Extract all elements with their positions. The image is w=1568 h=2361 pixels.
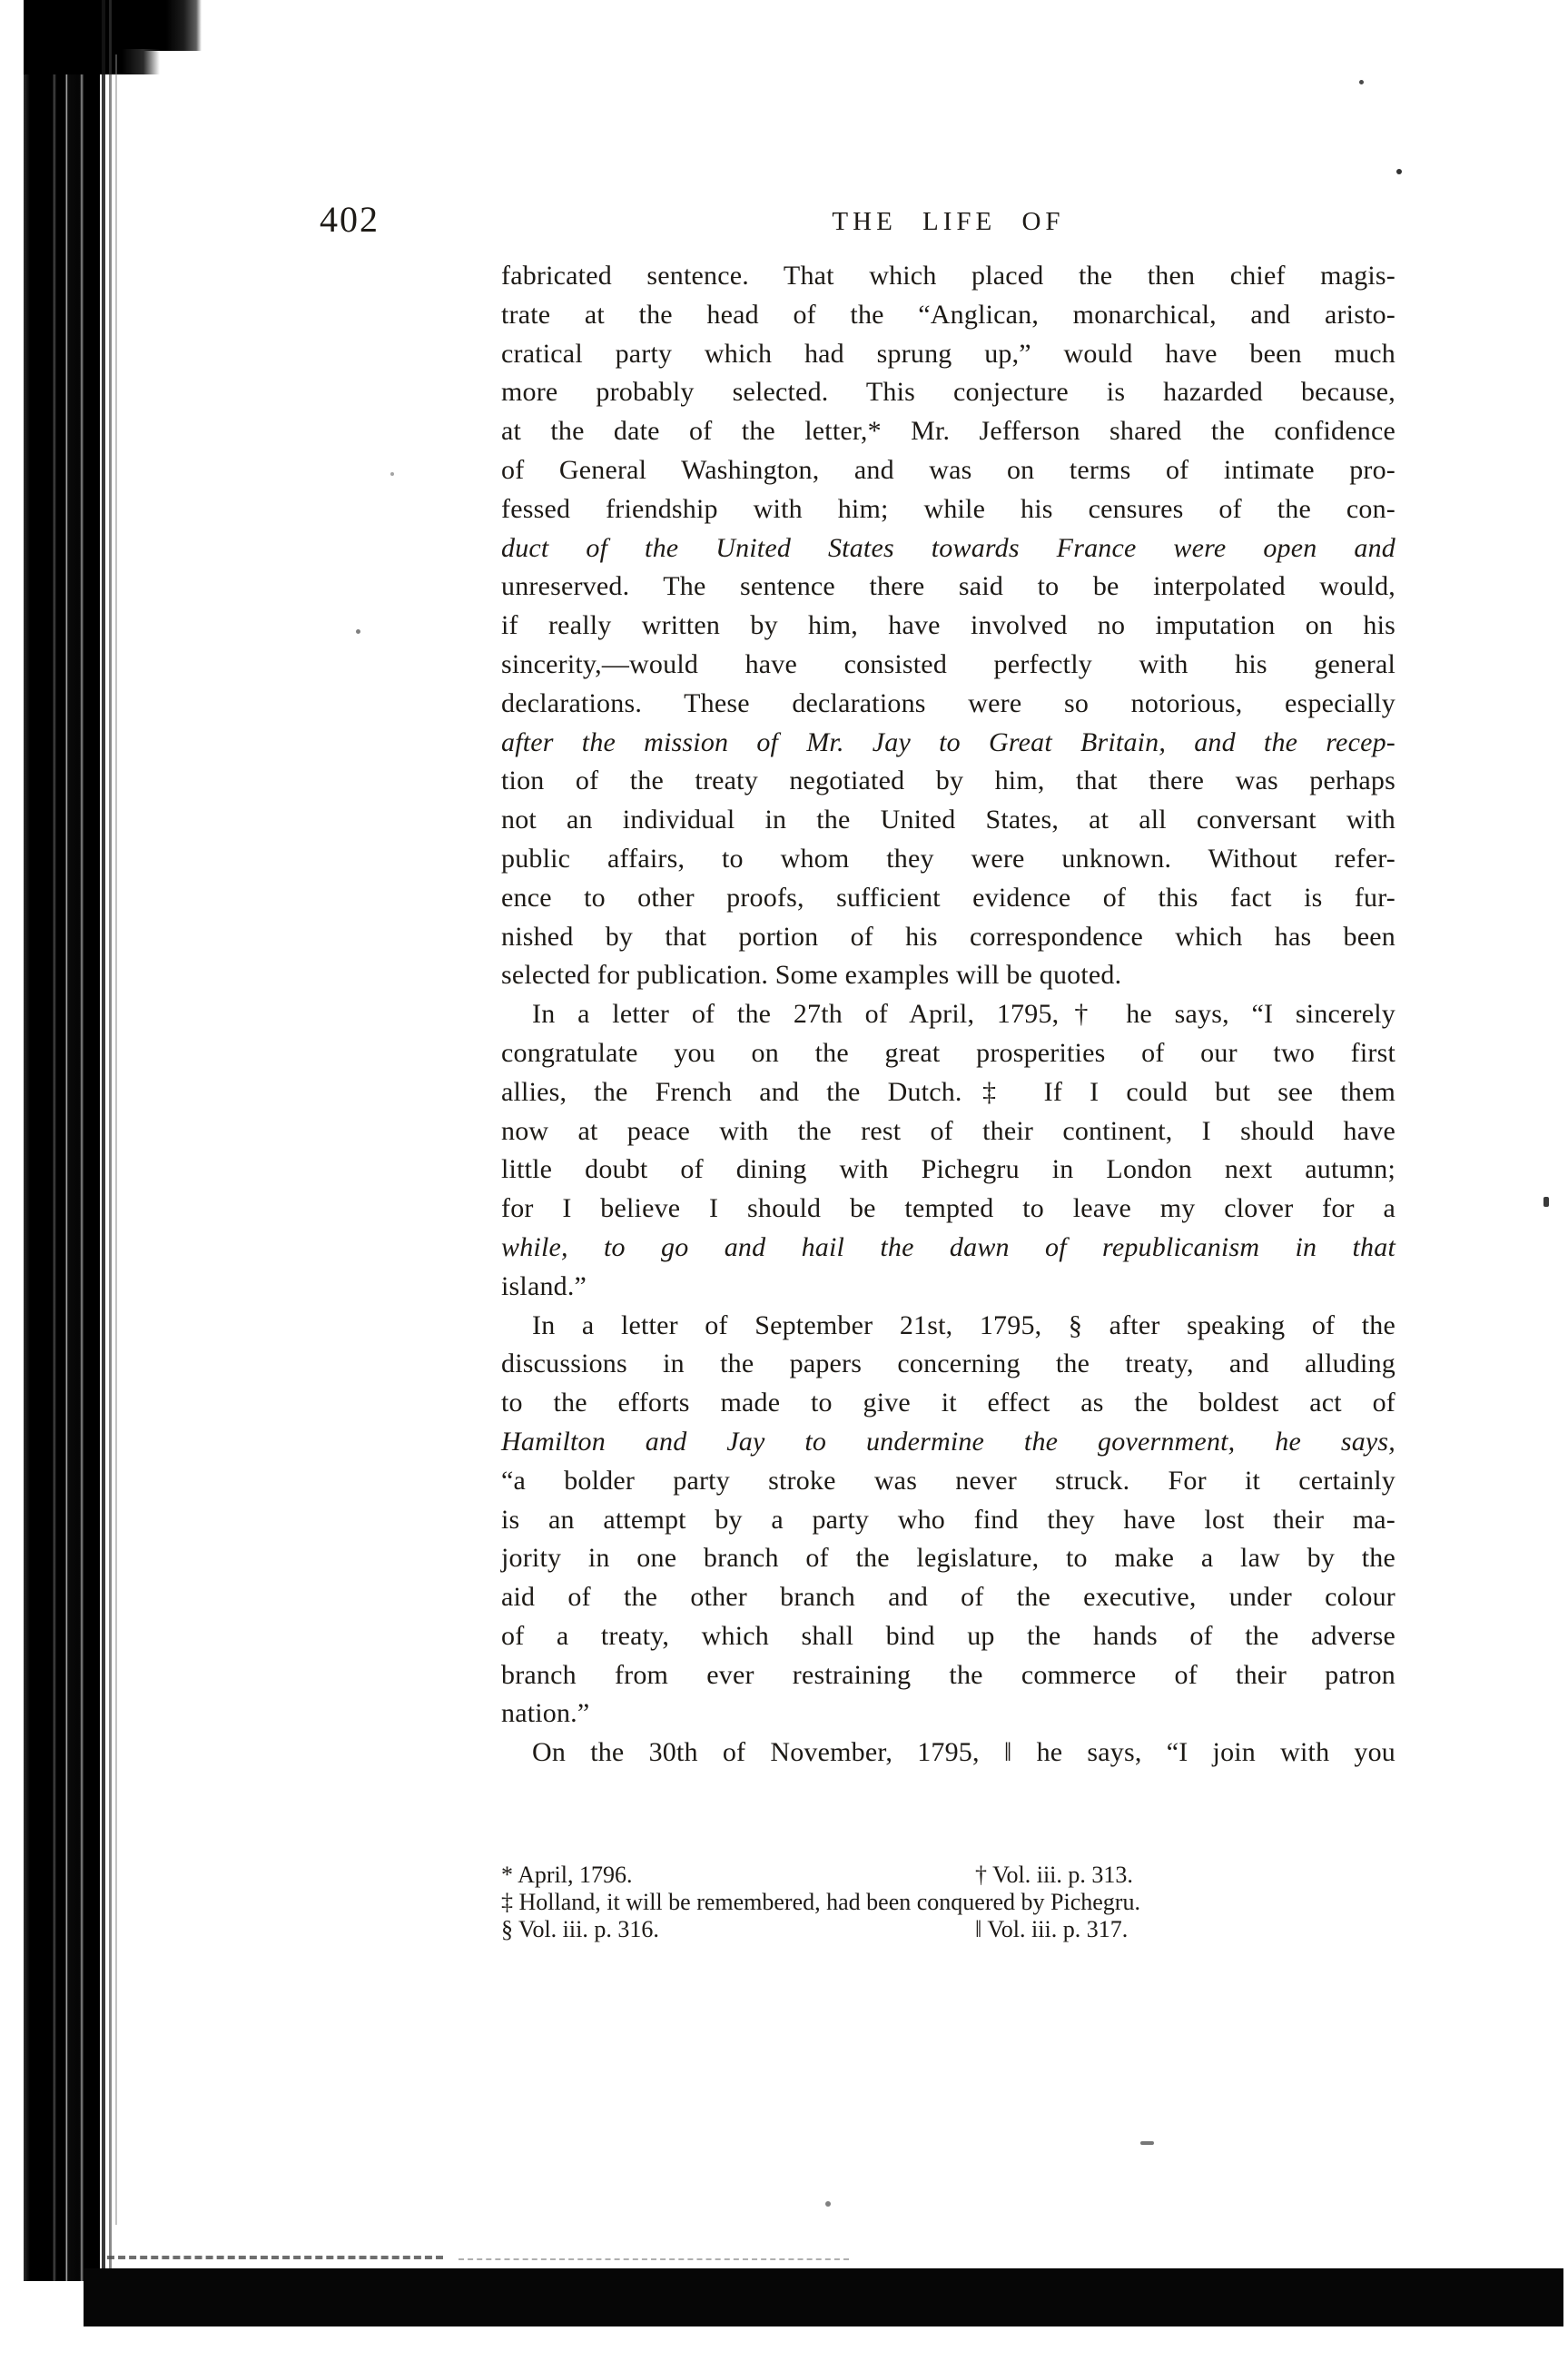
footnote-text: § Vol. iii. p. 316. bbox=[501, 1916, 659, 1942]
scan-speck bbox=[825, 2201, 831, 2207]
text-line: nished by that portion of his correspondence which has been bbox=[501, 921, 1395, 952]
text-line: discussions in the papers concerning the treaty, and alluding bbox=[501, 1348, 1395, 1379]
text-line: duct of the United States towards France were open and bbox=[501, 532, 1395, 563]
text-line: for I believe I should be tempted to leave my clover for a bbox=[501, 1193, 1395, 1224]
text-line: On the 30th of November, 1795, ‖ he says, “I join with you bbox=[532, 1737, 1395, 1768]
text-line: branch from ever restraining the commerce of their patron bbox=[501, 1659, 1395, 1690]
text-line: now at peace with the rest of their continent, I should have bbox=[501, 1115, 1395, 1146]
text-line: not an individual in the United States, at all conversant with bbox=[501, 805, 1395, 835]
text-line: fessed friendship with him; while his censures of the con- bbox=[501, 493, 1395, 524]
scan-speck bbox=[1543, 1197, 1549, 1207]
footnote-row bbox=[501, 1862, 1395, 1889]
footnote-text: † Vol. iii. p. 313. bbox=[975, 1862, 1133, 1888]
footnotes bbox=[501, 1862, 1395, 1943]
text-line: selected for publication. Some examples will be quoted. bbox=[501, 960, 1122, 991]
footnote-text: ‖ Vol. iii. p. 317. bbox=[975, 1916, 1129, 1942]
binding-shadow-top bbox=[24, 0, 202, 51]
text-line: more probably selected. This conjecture is hazarded because, bbox=[501, 377, 1395, 408]
text-line: cratical party which had sprung up,” would have been much bbox=[501, 338, 1395, 369]
text-line: tion of the treaty negotiated by him, that there was perhaps bbox=[501, 766, 1395, 796]
footnote-text: ‡ Holland, it will be remembered, had been conquered by Pichegru. bbox=[501, 1889, 1140, 1915]
text-line: jority in one branch of the legislature, to make a law by the bbox=[501, 1543, 1395, 1574]
text-line: “a bolder party stroke was never struck. For it certainly bbox=[501, 1465, 1395, 1496]
text-line: allies, the French and the Dutch.‡ If I could but see them bbox=[501, 1076, 1395, 1107]
text-line: of a treaty, which shall bind up the hands of the adverse bbox=[501, 1620, 1395, 1651]
running-header: THE LIFE OF bbox=[832, 207, 1065, 236]
page-bottom-shadow bbox=[84, 2268, 1563, 2326]
text-line: Hamilton and Jay to undermine the government, he says, bbox=[501, 1426, 1395, 1457]
text-line: In a letter of the 27th of April, 1795,† he says, “I sincerely bbox=[532, 999, 1395, 1030]
text-line: aid of the other branch and of the executive, under colour bbox=[501, 1582, 1395, 1613]
page-edge-line bbox=[102, 0, 105, 2275]
text-line: to the efforts made to give it effect as the boldest act of bbox=[501, 1388, 1395, 1418]
binding-gutter-shadow bbox=[24, 0, 100, 2281]
text-line: at the date of the letter,* Mr. Jefferson shared the confidence bbox=[501, 416, 1395, 447]
scan-speck bbox=[1359, 80, 1364, 84]
footnote-row bbox=[501, 1916, 1395, 1943]
page-body bbox=[501, 257, 1395, 1773]
text-line: public affairs, to whom they were unknown. Without refer- bbox=[501, 843, 1395, 874]
page-edge-line bbox=[115, 54, 117, 2225]
scan-speck bbox=[390, 472, 394, 476]
text-line: after the mission of Mr. Jay to Great Britain, and the recep- bbox=[501, 726, 1395, 757]
footnote-text: * April, 1796. bbox=[501, 1862, 633, 1888]
text-line: trate at the head of the “Anglican, monarchical, and aristo- bbox=[501, 299, 1395, 330]
page-number: 402 bbox=[320, 199, 380, 240]
text-line: little doubt of dining with Pichegru in London next autumn; bbox=[501, 1154, 1395, 1185]
text-line: unreserved. The sentence there said to be interpolated would, bbox=[501, 571, 1395, 602]
text-line: congratulate you on the great prosperities of our two first bbox=[501, 1037, 1395, 1068]
text-line: ence to other proofs, sufficient evidence of this fact is fur- bbox=[501, 882, 1395, 913]
text-line: fabricated sentence. That which placed the then chief magis- bbox=[501, 261, 1395, 291]
text-line: island.” bbox=[501, 1270, 587, 1301]
binding-shadow-stub bbox=[24, 49, 160, 74]
text-line: nation.” bbox=[501, 1698, 590, 1729]
footnote-row bbox=[501, 1889, 1395, 1916]
scan-speck bbox=[356, 629, 360, 634]
text-line: if really written by him, have involved no imputation on his bbox=[501, 610, 1395, 641]
scan-artifact-dashes bbox=[459, 2258, 849, 2260]
scan-speck bbox=[1140, 2141, 1154, 2145]
text-line: sincerity,—would have consisted perfectly with his general bbox=[501, 648, 1395, 679]
text-line: while, to go and hail the dawn of republicanism in that bbox=[501, 1231, 1395, 1262]
text-line: declarations. These declarations were so notorious, especially bbox=[501, 687, 1395, 718]
footnote-text bbox=[1140, 1889, 1395, 1916]
text-line: of General Washington, and was on terms of intimate pro- bbox=[501, 454, 1395, 485]
scan-speck bbox=[1396, 169, 1402, 174]
text-line: In a letter of September 21st, 1795, § after speaking of the bbox=[532, 1309, 1395, 1340]
page-edge-line bbox=[109, 0, 112, 2275]
scan-artifact-dashes bbox=[107, 2256, 443, 2259]
text-line: is an attempt by a party who find they have lost their ma- bbox=[501, 1504, 1395, 1535]
